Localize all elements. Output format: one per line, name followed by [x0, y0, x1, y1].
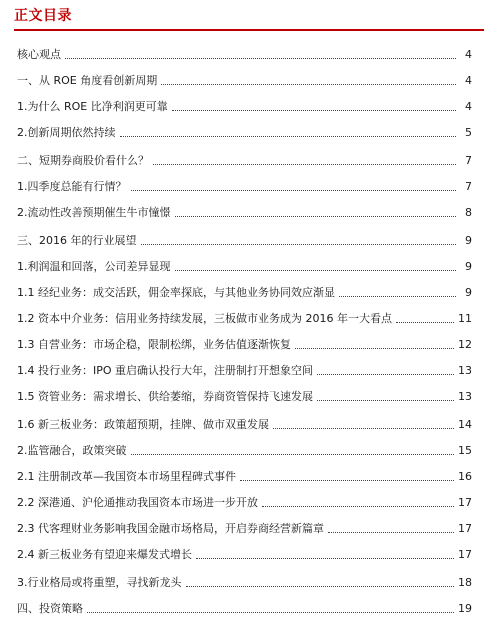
page-title: 正文目录 [14, 8, 72, 24]
toc-entry-label: 2.1 注册制改革—我国资本市场里程碑式事件 [17, 470, 236, 483]
toc-entry-label: 3.行业格局或将重塑，寻找新龙头 [17, 576, 182, 589]
toc-entry-label: 1.4 投行业务：IPO 重启确认投行大年，注册制打开想象空间 [17, 364, 314, 377]
toc-leader-dots [175, 269, 457, 271]
toc-leader-dots [172, 109, 456, 111]
toc-entry[interactable] [17, 124, 472, 140]
toc-entry-label: 2.3 代客理财业务影响我国金融市场格局，开启券商经营新篇章 [17, 522, 324, 535]
toc-entry-label: 2.创新周期依然持续 [17, 126, 116, 139]
toc-entry[interactable] [17, 204, 472, 220]
toc-leader-dots [161, 83, 456, 85]
toc-entry-label: 1.为什么 ROE 比净利润更可靠 [17, 100, 168, 113]
toc-entry-label: 二、短期券商股价看什么？ [17, 154, 149, 167]
toc-entry[interactable] [17, 362, 472, 378]
toc-entry-label: 1.四季度总能有行情？ [17, 180, 127, 193]
toc-entry[interactable] [17, 72, 472, 88]
toc-entry-page-number: 14 [458, 418, 472, 431]
toc-leader-dots [65, 57, 456, 59]
toc-entry-page-number: 13 [458, 390, 472, 403]
toc-leader-dots [87, 611, 454, 613]
toc-entry-page-number: 9 [465, 286, 472, 299]
toc-entry-page-number: 12 [458, 338, 472, 351]
toc-entry-page-number: 11 [458, 312, 472, 325]
toc-entry-page-number: 17 [458, 548, 472, 561]
toc-leader-dots [186, 585, 455, 587]
toc-entry[interactable] [17, 388, 472, 404]
toc-entry-label: 1.5 资管业务：需求增长、供给萎缩，券商资管保持飞速发展 [17, 390, 313, 403]
toc-leader-dots [131, 453, 455, 455]
toc-entry-page-number: 4 [465, 74, 472, 87]
toc-entry[interactable] [17, 520, 472, 536]
toc-leader-dots [273, 427, 454, 429]
toc-entry[interactable] [17, 152, 472, 168]
toc-entry-label: 三、2016 年的行业展望 [17, 234, 137, 247]
toc-leader-dots [396, 321, 454, 323]
toc-entry-page-number: 13 [458, 364, 472, 377]
toc-entry-page-number: 16 [458, 470, 472, 483]
toc-entry[interactable] [17, 98, 472, 114]
toc-entry-page-number: 7 [465, 154, 472, 167]
toc-entry-label: 2.监管融合，政策突破 [17, 444, 127, 457]
toc-leader-dots [295, 347, 454, 349]
toc-entry-label: 1.2 资本中介业务：信用业务持续发展，三板做市业务成为 2016 年一大看点 [17, 312, 392, 325]
toc-entry-page-number: 9 [465, 260, 472, 273]
toc-entry[interactable] [17, 232, 472, 248]
toc-leader-dots [175, 215, 457, 217]
toc-entry-page-number: 4 [465, 100, 472, 113]
toc-leader-dots [328, 531, 454, 533]
toc-entry[interactable] [17, 310, 472, 326]
toc-entry-label: 1.利润温和回落，公司差异显现 [17, 260, 171, 273]
toc-entry-page-number: 19 [458, 602, 472, 615]
toc-entry[interactable] [17, 442, 472, 458]
toc-entry[interactable] [17, 336, 472, 352]
toc-entry-label: 核心观点 [17, 48, 61, 61]
header [14, 7, 484, 31]
toc-entry-page-number: 5 [465, 126, 472, 139]
toc-entry-page-number: 4 [465, 48, 472, 61]
toc-entry-label: 2.2 深港通、沪伦通推动我国资本市场进一步开放 [17, 496, 258, 509]
toc-entry-label: 2.4 新三板业务有望迎来爆发式增长 [17, 548, 192, 561]
toc-leader-dots [196, 557, 454, 559]
toc-entry[interactable] [17, 178, 472, 194]
toc-leader-dots [262, 505, 454, 507]
toc-leader-dots [153, 163, 456, 165]
toc-entry[interactable] [17, 284, 472, 300]
toc-entry-page-number: 8 [465, 206, 472, 219]
toc-leader-dots [120, 135, 457, 137]
toc-entry-page-number: 17 [458, 496, 472, 509]
toc-entry-label: 1.3 自营业务：市场企稳，限制松绑，业务估值逐渐恢复 [17, 338, 291, 351]
toc-entry[interactable] [17, 258, 472, 274]
toc-entry[interactable] [17, 546, 472, 562]
toc-entry-label: 1.1 经纪业务：成交活跃，佣金率探底，与其他业务协同效应渐显 [17, 286, 335, 299]
toc-leader-dots [317, 373, 454, 375]
toc-entry[interactable] [17, 494, 472, 510]
toc-entry-page-number: 17 [458, 522, 472, 535]
toc-entry[interactable] [17, 574, 472, 590]
toc-entry[interactable] [17, 416, 472, 432]
toc-leader-dots [131, 189, 457, 191]
toc-entry-page-number: 15 [458, 444, 472, 457]
toc-entry[interactable] [17, 600, 472, 616]
toc-entry-page-number: 9 [465, 234, 472, 247]
toc-entry-label: 一、从 ROE 角度看创新周期 [17, 74, 158, 87]
toc-entry[interactable] [17, 46, 472, 62]
toc-entry-page-number: 18 [458, 576, 472, 589]
toc-entry[interactable] [17, 468, 472, 484]
toc-entry-label: 1.6 新三板业务：政策超预期，挂牌、做市双重发展 [17, 418, 269, 431]
toc-leader-dots [317, 399, 454, 401]
toc-leader-dots [141, 243, 457, 245]
toc-entry-label: 2.流动性改善预期催生牛市憧憬 [17, 206, 171, 219]
toc-leader-dots [339, 295, 456, 297]
header-rule [14, 29, 484, 31]
toc-entry-page-number: 7 [465, 180, 472, 193]
toc-leader-dots [240, 479, 454, 481]
toc-entry-label: 四、投资策略 [17, 602, 83, 615]
